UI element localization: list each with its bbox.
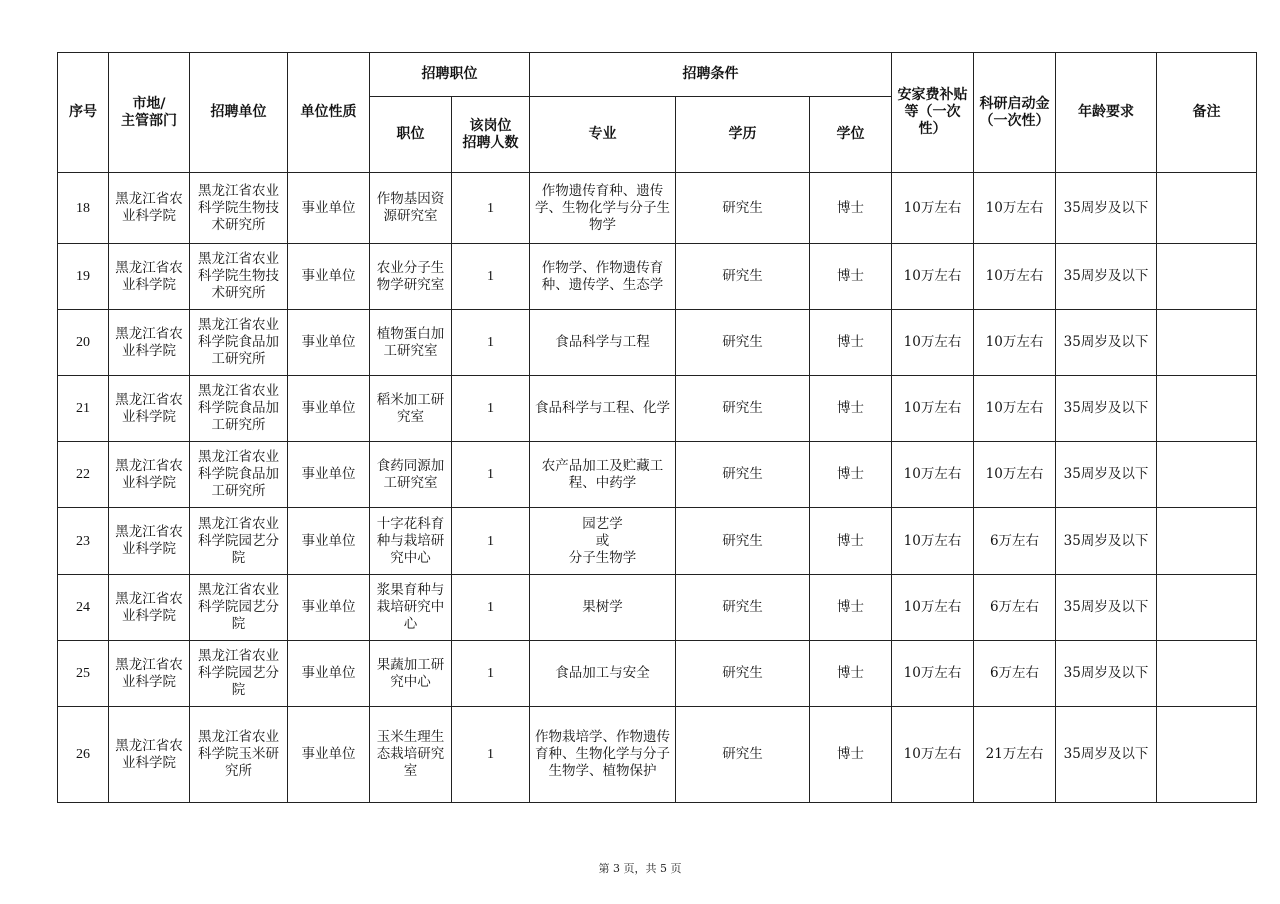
- table-row: [58, 310, 1257, 376]
- cell-unit: 黑龙江省农业科学院园艺分院: [190, 508, 288, 575]
- cell-seq: 24: [58, 575, 109, 641]
- cell-dept: 黑龙江省农业科学院: [109, 442, 190, 508]
- cell-settle: 10万左右: [892, 641, 974, 707]
- cell-settle: 10万左右: [892, 173, 974, 244]
- header-dept: 市地/ 主管部门: [109, 53, 190, 173]
- cell-dept: 黑龙江省农业科学院: [109, 707, 190, 803]
- cell-settle: 10万左右: [892, 508, 974, 575]
- cell-remark: [1157, 310, 1257, 376]
- cell-age: 35周岁及以下: [1056, 508, 1157, 575]
- cell-remark: [1157, 575, 1257, 641]
- cell-nature: 事业单位: [288, 244, 370, 310]
- cell-unit: 黑龙江省农业科学院生物技术研究所: [190, 173, 288, 244]
- table-body: [58, 173, 1257, 803]
- cell-major: 食品科学与工程、化学: [530, 376, 676, 442]
- cell-education: 研究生: [676, 442, 810, 508]
- cell-settle: 10万左右: [892, 244, 974, 310]
- cell-remark: [1157, 508, 1257, 575]
- cell-dept: 黑龙江省农业科学院: [109, 376, 190, 442]
- cell-degree: 博士: [810, 244, 892, 310]
- cell-nature: 事业单位: [288, 376, 370, 442]
- cell-position: 作物基因资源研究室: [370, 173, 452, 244]
- cell-fund: 10万左右: [974, 173, 1056, 244]
- cell-fund: 10万左右: [974, 376, 1056, 442]
- cell-count: 1: [452, 173, 530, 244]
- cell-position: 果蔬加工研究中心: [370, 641, 452, 707]
- cell-count: 1: [452, 641, 530, 707]
- cell-education: 研究生: [676, 575, 810, 641]
- cell-count: 1: [452, 575, 530, 641]
- header-count: 该岗位 招聘人数: [452, 97, 530, 173]
- cell-unit: 黑龙江省农业科学院园艺分院: [190, 575, 288, 641]
- cell-remark: [1157, 641, 1257, 707]
- cell-dept: 黑龙江省农业科学院: [109, 173, 190, 244]
- cell-dept: 黑龙江省农业科学院: [109, 508, 190, 575]
- cell-count: 1: [452, 244, 530, 310]
- cell-degree: 博士: [810, 310, 892, 376]
- cell-nature: 事业单位: [288, 641, 370, 707]
- cell-position: 玉米生理生态栽培研究室: [370, 707, 452, 803]
- header-education: 学历: [676, 97, 810, 173]
- cell-education: 研究生: [676, 376, 810, 442]
- cell-fund: 10万左右: [974, 442, 1056, 508]
- cell-major: 作物遗传育种、遗传学、生物化学与分子生物学: [530, 173, 676, 244]
- cell-nature: 事业单位: [288, 508, 370, 575]
- cell-seq: 26: [58, 707, 109, 803]
- cell-remark: [1157, 707, 1257, 803]
- header-major: 专业: [530, 97, 676, 173]
- cell-count: 1: [452, 310, 530, 376]
- cell-unit: 黑龙江省农业科学院园艺分院: [190, 641, 288, 707]
- recruitment-table: [57, 52, 1257, 803]
- header-research-fund: 科研启动金 （一次性）: [974, 53, 1056, 173]
- cell-degree: 博士: [810, 173, 892, 244]
- cell-degree: 博士: [810, 641, 892, 707]
- header-position-group: 招聘职位: [370, 53, 530, 97]
- cell-remark: [1157, 173, 1257, 244]
- cell-nature: 事业单位: [288, 707, 370, 803]
- cell-age: 35周岁及以下: [1056, 173, 1157, 244]
- table-row: [58, 173, 1257, 244]
- cell-fund: 6万左右: [974, 641, 1056, 707]
- cell-dept: 黑龙江省农业科学院: [109, 641, 190, 707]
- cell-nature: 事业单位: [288, 575, 370, 641]
- cell-age: 35周岁及以下: [1056, 244, 1157, 310]
- cell-seq: 19: [58, 244, 109, 310]
- header-degree: 学位: [810, 97, 892, 173]
- cell-count: 1: [452, 508, 530, 575]
- cell-position: 农业分子生物学研究室: [370, 244, 452, 310]
- header-settle-allowance: 安家费补贴 等（一次 性）: [892, 53, 974, 173]
- cell-settle: 10万左右: [892, 310, 974, 376]
- cell-seq: 22: [58, 442, 109, 508]
- header-conditions-group: 招聘条件: [530, 53, 892, 97]
- cell-position: 食药同源加工研究室: [370, 442, 452, 508]
- page-number: 第 3 页，共 5 页: [598, 862, 682, 875]
- header-age: 年龄要求: [1056, 53, 1157, 173]
- cell-seq: 23: [58, 508, 109, 575]
- cell-major: 食品科学与工程: [530, 310, 676, 376]
- cell-degree: 博士: [810, 707, 892, 803]
- cell-settle: 10万左右: [892, 376, 974, 442]
- table-row: [58, 707, 1257, 803]
- cell-age: 35周岁及以下: [1056, 641, 1157, 707]
- header-nature: 单位性质: [288, 53, 370, 173]
- table-row: [58, 641, 1257, 707]
- cell-degree: 博士: [810, 442, 892, 508]
- cell-dept: 黑龙江省农业科学院: [109, 575, 190, 641]
- cell-remark: [1157, 376, 1257, 442]
- cell-unit: 黑龙江省农业科学院食品加工研究所: [190, 442, 288, 508]
- cell-degree: 博士: [810, 575, 892, 641]
- cell-age: 35周岁及以下: [1056, 310, 1157, 376]
- cell-settle: 10万左右: [892, 707, 974, 803]
- table-row: [58, 376, 1257, 442]
- header-seq: 序号: [58, 53, 109, 173]
- cell-count: 1: [452, 707, 530, 803]
- cell-major: 果树学: [530, 575, 676, 641]
- cell-count: 1: [452, 376, 530, 442]
- cell-fund: 6万左右: [974, 508, 1056, 575]
- cell-fund: 21万左右: [974, 707, 1056, 803]
- cell-position: 稻米加工研究室: [370, 376, 452, 442]
- table-row: [58, 244, 1257, 310]
- cell-major: 作物学、作物遗传育种、遗传学、生态学: [530, 244, 676, 310]
- cell-fund: 10万左右: [974, 310, 1056, 376]
- cell-nature: 事业单位: [288, 310, 370, 376]
- table-row: [58, 575, 1257, 641]
- cell-major: 食品加工与安全: [530, 641, 676, 707]
- cell-settle: 10万左右: [892, 575, 974, 641]
- table-row: [58, 442, 1257, 508]
- header-position: 职位: [370, 97, 452, 173]
- cell-age: 35周岁及以下: [1056, 376, 1157, 442]
- cell-major: 农产品加工及贮藏工程、中药学: [530, 442, 676, 508]
- cell-unit: 黑龙江省农业科学院玉米研究所: [190, 707, 288, 803]
- cell-seq: 18: [58, 173, 109, 244]
- cell-position: 十字花科育种与栽培研究中心: [370, 508, 452, 575]
- cell-degree: 博士: [810, 508, 892, 575]
- cell-remark: [1157, 442, 1257, 508]
- cell-education: 研究生: [676, 641, 810, 707]
- table-header: [58, 53, 1257, 173]
- cell-seq: 25: [58, 641, 109, 707]
- cell-unit: 黑龙江省农业科学院食品加工研究所: [190, 310, 288, 376]
- cell-education: 研究生: [676, 707, 810, 803]
- cell-fund: 6万左右: [974, 575, 1056, 641]
- cell-seq: 20: [58, 310, 109, 376]
- cell-position: 浆果育种与栽培研究中心: [370, 575, 452, 641]
- cell-settle: 10万左右: [892, 442, 974, 508]
- cell-count: 1: [452, 442, 530, 508]
- cell-major: 园艺学 或 分子生物学: [530, 508, 676, 575]
- cell-nature: 事业单位: [288, 442, 370, 508]
- cell-dept: 黑龙江省农业科学院: [109, 244, 190, 310]
- cell-education: 研究生: [676, 310, 810, 376]
- cell-major: 作物栽培学、作物遗传育种、生物化学与分子生物学、植物保护: [530, 707, 676, 803]
- header-unit: 招聘单位: [190, 53, 288, 173]
- cell-dept: 黑龙江省农业科学院: [109, 310, 190, 376]
- header-remark: 备注: [1157, 53, 1257, 173]
- cell-age: 35周岁及以下: [1056, 442, 1157, 508]
- cell-position: 植物蛋白加工研究室: [370, 310, 452, 376]
- cell-fund: 10万左右: [974, 244, 1056, 310]
- cell-unit: 黑龙江省农业科学院食品加工研究所: [190, 376, 288, 442]
- cell-unit: 黑龙江省农业科学院生物技术研究所: [190, 244, 288, 310]
- cell-education: 研究生: [676, 508, 810, 575]
- cell-remark: [1157, 244, 1257, 310]
- table-row: [58, 508, 1257, 575]
- cell-education: 研究生: [676, 173, 810, 244]
- cell-degree: 博士: [810, 376, 892, 442]
- cell-age: 35周岁及以下: [1056, 575, 1157, 641]
- cell-nature: 事业单位: [288, 173, 370, 244]
- cell-age: 35周岁及以下: [1056, 707, 1157, 803]
- cell-seq: 21: [58, 376, 109, 442]
- cell-education: 研究生: [676, 244, 810, 310]
